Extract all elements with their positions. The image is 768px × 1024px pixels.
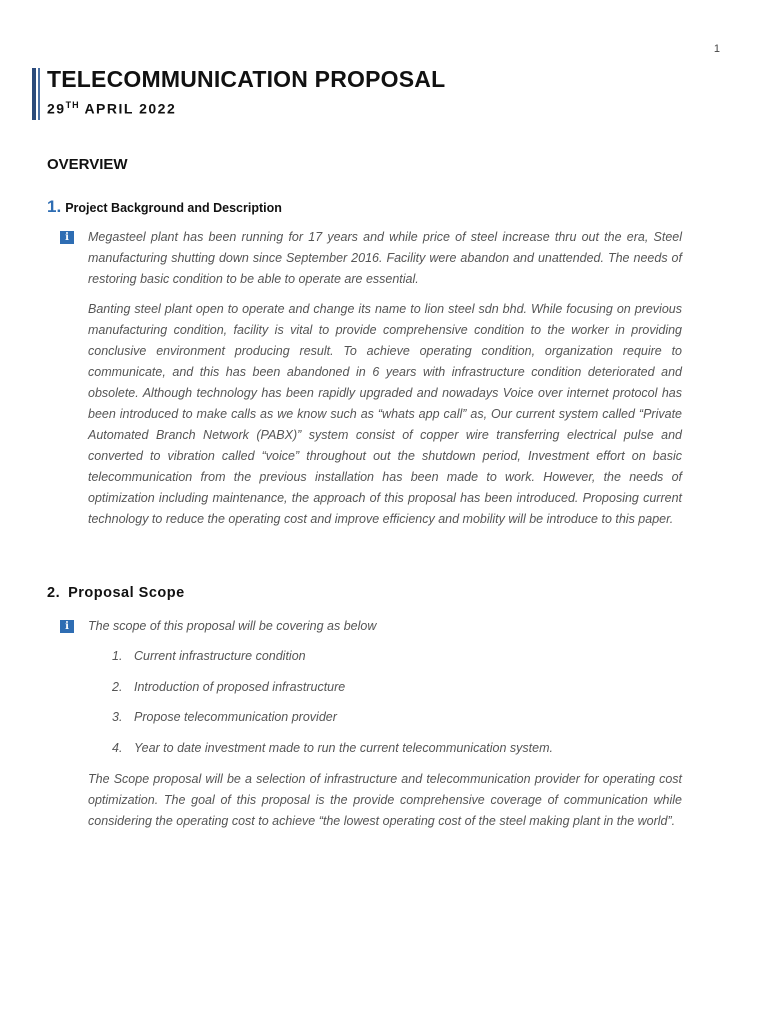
list-item [112, 707, 553, 738]
date-suffix: TH [65, 100, 80, 110]
accent-bar-thin [38, 68, 40, 120]
document-title: TELECOMMUNICATION PROPOSAL [47, 66, 446, 92]
list-item-text: Propose telecommunication provider [134, 710, 337, 724]
section-1-paragraph-1: Megasteel plant has been running for 17 years and while price of steel increase thru out the era, Steel manufacturing shutting down since September 2016. Facility were abandon and unattended. The needs of restoring basic condition to be able to operate are essential. [88, 230, 682, 286]
overview-heading: OVERVIEW [47, 156, 128, 173]
section-2-intro: The scope of this proposal will be covering as below [88, 619, 377, 633]
list-item-text: Year to date investment made to run the current telecommunication system. [134, 740, 553, 755]
section-2-title: Proposal Scope [68, 585, 185, 601]
section-1-number: 1. [47, 197, 62, 216]
section-1-heading [47, 195, 282, 217]
section-1-paragraph-2: Banting steel plant open to operate and change its name to lion steel sdn bhd. While focusing on previous manufacturing condition, facility is vital to provide comprehensive condition to the worker in providing conclusive environment producing result. To achieve operating condition, organization require to communicate, and this has been abandoned in 6 years with infrastructure condition deteriorated and obsolete. Although technology has been rapidly upgraded and nowadays Voice over internet protocol has been introduced to make calls as we know such as “whats app call” as, Our current system called “Private Automated Branch Network (PABX)” system consist of copper wire transferring electrical pulse and converted to vibration called “voice” throughout out the shutdown period, Investment effort on basic telecommunication from the previous installation has been made to work. However, the needs of optimization including maintenance, the approach of this proposal has been introduced. Proposing current technology to reduce the operating cost and improve efficiency and mobility will be introduce to this paper. [88, 302, 682, 526]
list-item [112, 738, 553, 769]
list-item [112, 646, 553, 677]
section-1-title: Project Background and Description [65, 201, 282, 215]
date-rest: APRIL 2022 [79, 100, 177, 117]
list-item [112, 677, 553, 708]
list-item-text: Current infrastructure condition [134, 649, 306, 663]
section-2-closing: The Scope proposal will be a selection of infrastructure and telecommunication provider for operating cost optimization. The goal of this proposal is the provide comprehensive coverage of communication while considering the operating cost to achieve “the lowest operating cost of the steel making plant in the world”. [88, 772, 682, 828]
title-accent-bars [32, 68, 41, 120]
section-2-number: 2. [47, 585, 61, 601]
date-day: 29 [47, 100, 66, 117]
list-item-number: 2. [112, 679, 123, 694]
list-item-number: 1. [112, 649, 123, 663]
page-number: 1 [713, 43, 720, 55]
list-item-number: 4. [112, 740, 123, 755]
section-2-heading [47, 585, 185, 601]
document-date [47, 100, 176, 117]
info-icon: i [60, 620, 74, 633]
scope-list [112, 646, 553, 768]
list-item-text: Introduction of proposed infrastructure [134, 679, 346, 694]
accent-bar-thick [32, 68, 36, 120]
info-icon: i [60, 231, 74, 244]
list-item-number: 3. [112, 710, 123, 724]
